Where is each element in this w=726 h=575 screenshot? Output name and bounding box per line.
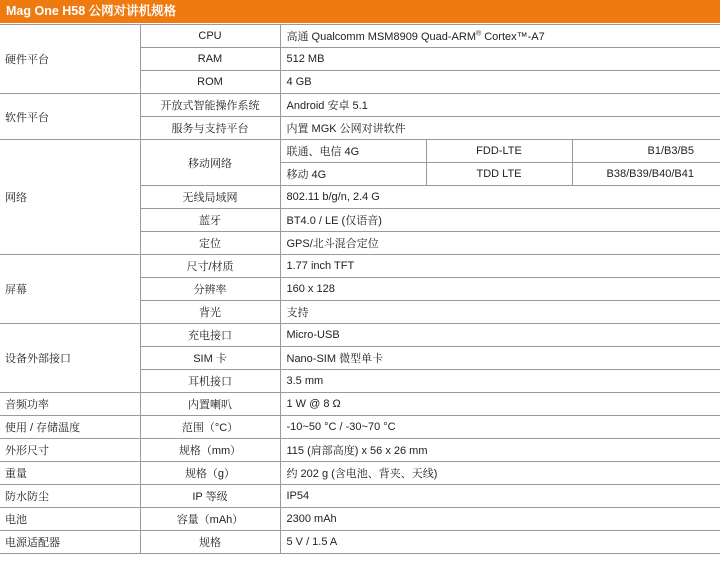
category-hardware: 硬件平台 xyxy=(0,25,140,94)
item-bluetooth: 蓝牙 xyxy=(140,209,280,232)
table-row xyxy=(0,255,720,278)
category-software: 软件平台 xyxy=(0,94,140,140)
table-title: Mag One H58 公网对讲机规格 xyxy=(0,0,720,23)
value-os: Android 安卓 5.1 xyxy=(280,94,720,117)
category-adapter: 电源适配器 xyxy=(0,531,140,554)
item-resolution: 分辨率 xyxy=(140,278,280,301)
category-dimensions: 外形尺寸 xyxy=(0,439,140,462)
value-positioning: GPS/北斗混合定位 xyxy=(280,232,720,255)
table-row xyxy=(0,324,720,347)
value-cpu: 高通 Qualcomm MSM8909 Quad-ARM® Cortex™-A7 xyxy=(280,25,720,48)
item-sim: SIM 卡 xyxy=(140,347,280,370)
value-adapter-spec: 5 V / 1.5 A xyxy=(280,531,720,554)
value-weight: 约 202 g (含电池、背夹、天线) xyxy=(280,462,720,485)
category-battery: 电池 xyxy=(0,508,140,531)
category-network: 网络 xyxy=(0,140,140,255)
category-temperature: 使用 / 存储温度 xyxy=(0,416,140,439)
item-screen-size: 尺寸/材质 xyxy=(140,255,280,278)
table-row xyxy=(0,393,720,416)
value-capacity: 2300 mAh xyxy=(280,508,720,531)
item-weight: 规格（g） xyxy=(140,462,280,485)
value-sim: Nano-SIM 微型单卡 xyxy=(280,347,720,370)
item-ip-rating: IP 等级 xyxy=(140,485,280,508)
item-os: 开放式智能操作系统 xyxy=(140,94,280,117)
value-bands: B38/B39/B40/B41 xyxy=(572,163,720,186)
value-speaker: 1 W @ 8 Ω xyxy=(280,393,720,416)
item-temp-range: 范围（°C） xyxy=(140,416,280,439)
value-screen-size: 1.77 inch TFT xyxy=(280,255,720,278)
value-carrier: 移动 4G xyxy=(280,163,426,186)
value-temp-range: -10~50 °C / -30~70 °C xyxy=(280,416,720,439)
table-row xyxy=(0,140,720,163)
value-charging-port: Micro-USB xyxy=(280,324,720,347)
item-service: 服务与支持平台 xyxy=(140,117,280,140)
value-dimensions: 115 (肩部高度) x 56 x 26 mm xyxy=(280,439,720,462)
item-cpu: CPU xyxy=(140,25,280,48)
item-wlan: 无线局域网 xyxy=(140,186,280,209)
category-ports: 设备外部接口 xyxy=(0,324,140,393)
value-ram: 512 MB xyxy=(280,48,720,71)
value-rom: 4 GB xyxy=(280,71,720,94)
item-backlight: 背光 xyxy=(140,301,280,324)
item-charging-port: 充电接口 xyxy=(140,324,280,347)
table-row xyxy=(0,416,720,439)
value-headphone: 3.5 mm xyxy=(280,370,720,393)
item-mobile-network: 移动网络 xyxy=(140,140,280,186)
item-speaker: 内置喇叭 xyxy=(140,393,280,416)
table-row xyxy=(0,508,720,531)
item-positioning: 定位 xyxy=(140,232,280,255)
item-headphone: 耳机接口 xyxy=(140,370,280,393)
item-adapter-spec: 规格 xyxy=(140,531,280,554)
category-audio: 音频功率 xyxy=(0,393,140,416)
table-row xyxy=(0,531,720,554)
item-rom: ROM xyxy=(140,71,280,94)
value-ip-rating: IP54 xyxy=(280,485,720,508)
table-row xyxy=(0,25,720,48)
value-backlight: 支持 xyxy=(280,301,720,324)
item-capacity: 容量（mAh） xyxy=(140,508,280,531)
table-row xyxy=(0,462,720,485)
value-resolution: 160 x 128 xyxy=(280,278,720,301)
spec-table xyxy=(0,24,720,554)
value-lte-mode: TDD LTE xyxy=(426,163,572,186)
table-row xyxy=(0,94,720,117)
item-ram: RAM xyxy=(140,48,280,71)
table-row xyxy=(0,485,720,508)
table-row xyxy=(0,439,720,462)
value-wlan: 802.11 b/g/n, 2.4 G xyxy=(280,186,720,209)
category-waterproof: 防水防尘 xyxy=(0,485,140,508)
category-weight: 重量 xyxy=(0,462,140,485)
value-bands: B1/B3/B5 xyxy=(572,140,720,163)
value-bluetooth: BT4.0 / LE (仅语音) xyxy=(280,209,720,232)
value-carrier: 联通、电信 4G xyxy=(280,140,426,163)
category-screen: 屏幕 xyxy=(0,255,140,324)
value-lte-mode: FDD-LTE xyxy=(426,140,572,163)
item-dimensions: 规格（mm） xyxy=(140,439,280,462)
value-service: 内置 MGK 公网对讲软件 xyxy=(280,117,720,140)
